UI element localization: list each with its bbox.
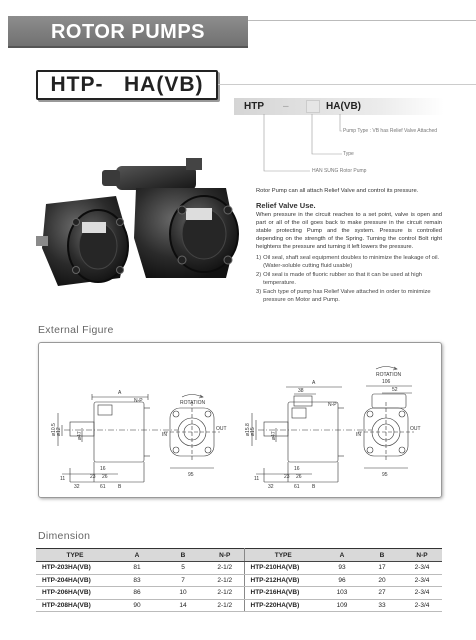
table-cell: 14 bbox=[160, 599, 206, 612]
left-phi-2: ø12 bbox=[56, 427, 62, 436]
table-row bbox=[36, 574, 442, 587]
table-cell: HTP-204HA(VB) bbox=[36, 574, 114, 587]
column-header: TYPE bbox=[244, 549, 322, 562]
table-cell: HTP-208HA(VB) bbox=[36, 599, 114, 612]
list-item bbox=[256, 272, 442, 288]
table-cell: HTP-220HA(VB) bbox=[244, 599, 322, 612]
left-label-np: N-P bbox=[134, 398, 143, 404]
table-cell: 103 bbox=[322, 587, 362, 600]
right-dim-61: 61 bbox=[294, 484, 300, 490]
right-label-out: OUT bbox=[410, 426, 421, 432]
table-cell: 2-1/2 bbox=[206, 599, 244, 612]
banner-title: ROTOR PUMPS bbox=[50, 20, 206, 43]
table-cell: 20 bbox=[362, 574, 402, 587]
list-item bbox=[256, 255, 442, 271]
table-cell: 2-1/2 bbox=[206, 562, 244, 575]
dimension-title: Dimension bbox=[38, 530, 91, 542]
notes-list bbox=[256, 255, 442, 304]
model-title-box bbox=[36, 70, 218, 100]
section-banner bbox=[8, 16, 248, 48]
right-dim-106: 106 bbox=[382, 379, 391, 385]
table-header-row bbox=[36, 549, 442, 562]
right-label-in: IN bbox=[356, 432, 361, 438]
column-header: A bbox=[114, 549, 160, 562]
table-cell: HTP-206HA(VB) bbox=[36, 587, 114, 600]
note-text: Oil seal, shaft seal equipment doubles to minimize the leakage of oil. (Water-soluble cutting fluid usable) bbox=[263, 255, 440, 270]
right-dim-52: 52 bbox=[392, 387, 398, 393]
left-phi-1: ø10.5 bbox=[51, 423, 57, 436]
callout-pump-type: Pump Type : VB has Relief Valve Attached bbox=[343, 128, 438, 134]
column-header: B bbox=[160, 549, 206, 562]
callout-type: Type bbox=[343, 151, 354, 157]
table-cell: 2-3/4 bbox=[402, 562, 442, 575]
table-row bbox=[36, 562, 442, 575]
note-text: Oil seal is made of fluoric rubber so that it can be used at high temperature. bbox=[263, 272, 423, 287]
code-blank-box bbox=[306, 100, 320, 113]
column-header: TYPE bbox=[36, 549, 114, 562]
table-cell: 109 bbox=[322, 599, 362, 612]
left-dim-16: 16 bbox=[100, 466, 106, 472]
column-header: A bbox=[322, 549, 362, 562]
table-cell: 2-1/2 bbox=[206, 574, 244, 587]
table-cell: 7 bbox=[160, 574, 206, 587]
column-header: N-P bbox=[402, 549, 442, 562]
right-dim-11: 11 bbox=[254, 476, 260, 482]
right-label-a: A bbox=[312, 380, 316, 386]
left-dim-61: 61 bbox=[100, 484, 106, 490]
right-phi-2: ø15 bbox=[250, 427, 256, 436]
column-header: N-P bbox=[206, 549, 244, 562]
table-cell: 83 bbox=[114, 574, 160, 587]
external-figure-title: External Figure bbox=[38, 324, 114, 336]
table-cell: HTP-216HA(VB) bbox=[244, 587, 322, 600]
table-cell: 2-3/4 bbox=[402, 599, 442, 612]
table-cell: 96 bbox=[322, 574, 362, 587]
table-cell: HTP-210HA(VB) bbox=[244, 562, 322, 575]
note-number: 1) bbox=[256, 255, 262, 262]
table-cell: 90 bbox=[114, 599, 160, 612]
right-dim-38: 38 bbox=[298, 388, 304, 394]
note-number: 2) bbox=[256, 272, 262, 279]
table-cell: 2-1/2 bbox=[206, 587, 244, 600]
left-dim-11: 11 bbox=[60, 476, 66, 482]
column-header: B bbox=[362, 549, 402, 562]
code-suffix: HA(VB) bbox=[326, 101, 361, 112]
table-cell: 17 bbox=[362, 562, 402, 575]
table-cell: HTP-203HA(VB) bbox=[36, 562, 114, 575]
rotor-pump-photo bbox=[36, 148, 250, 298]
table-row bbox=[36, 599, 442, 612]
note-number: 3) bbox=[256, 288, 262, 295]
left-label-in: IN bbox=[162, 432, 167, 438]
right-dim-26: 26 bbox=[296, 474, 302, 480]
right-phi-3: ø47 bbox=[271, 431, 277, 440]
model-divider bbox=[218, 84, 476, 85]
banner-divider bbox=[248, 20, 476, 21]
model-title: HTP- HA(VB) bbox=[50, 73, 204, 96]
left-label-a: A bbox=[118, 390, 122, 396]
description-lead: Rotor Pump can all attach Relief Valve and control its pressure. bbox=[256, 188, 419, 194]
code-prefix: HTP bbox=[244, 101, 264, 112]
left-dim-32: 32 bbox=[74, 484, 80, 490]
right-phi-1: ø15.8 bbox=[245, 423, 251, 436]
left-label-rotation: ROTATION bbox=[180, 400, 206, 406]
left-label-out: OUT bbox=[216, 426, 227, 432]
right-label-b: B bbox=[312, 484, 316, 490]
left-dim-26: 26 bbox=[102, 474, 108, 480]
left-dim-95: 95 bbox=[188, 472, 194, 478]
dimension-table bbox=[36, 548, 442, 612]
right-dim-95: 95 bbox=[382, 472, 388, 478]
table-row bbox=[36, 587, 442, 600]
list-item bbox=[256, 289, 442, 305]
table-cell: 2-3/4 bbox=[402, 587, 442, 600]
table-cell: HTP-212HA(VB) bbox=[244, 574, 322, 587]
description-block bbox=[256, 188, 442, 306]
right-dim-23: 23 bbox=[284, 474, 290, 480]
table-cell: 10 bbox=[160, 587, 206, 600]
table-cell: 27 bbox=[362, 587, 402, 600]
left-label-b: B bbox=[118, 484, 122, 490]
left-phi-3: ø47 bbox=[77, 431, 83, 440]
table-cell: 33 bbox=[362, 599, 402, 612]
table-cell: 2-3/4 bbox=[402, 574, 442, 587]
right-dim-32: 32 bbox=[268, 484, 274, 490]
right-label-rotation: ROTATION bbox=[376, 372, 402, 378]
table-cell: 93 bbox=[322, 562, 362, 575]
table-cell: 86 bbox=[114, 587, 160, 600]
right-dimension-drawing bbox=[242, 350, 438, 495]
relief-valve-body: When pressure in the circuit reaches to a set point, valve is open and part or all of the oil goes back to make pressure in the circuit remain stable protecting Pump and the system. Pressure is controlled depending on the strength of the Spring. Turning the control Bolt right heightens the pressure and turning it left lowers the pressure. bbox=[256, 212, 442, 250]
right-label-np: N-P bbox=[328, 402, 337, 408]
table-cell: 81 bbox=[114, 562, 160, 575]
note-text: Each type of pump has Relief Valve attached in order to minimize pressure on Motor and Pump. bbox=[263, 288, 431, 303]
code-dash: – bbox=[283, 101, 289, 112]
callout-brand: HAN SUNG Rotor Pump bbox=[312, 168, 367, 174]
left-dimension-drawing bbox=[48, 350, 238, 495]
table-cell: 5 bbox=[160, 562, 206, 575]
relief-valve-heading: Relief Valve Use. bbox=[256, 200, 316, 210]
left-dim-23: 23 bbox=[90, 474, 96, 480]
right-dim-16: 16 bbox=[294, 466, 300, 472]
